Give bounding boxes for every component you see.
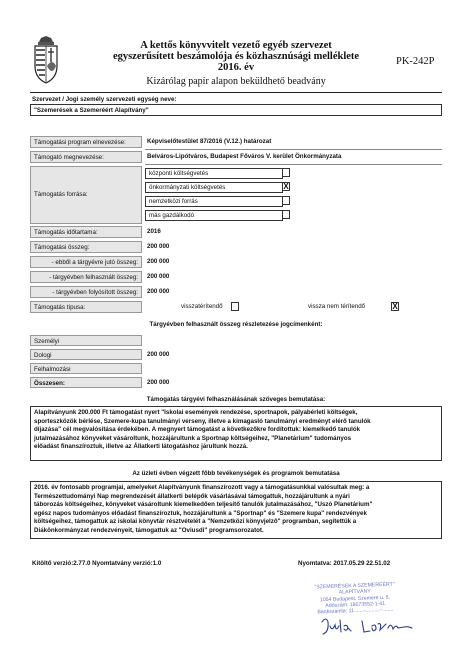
activities-text-line: költségeihez, támogattuk az iskolai könyvtár résztvételét a "Nemzetközi könyvjelző" programban, segítettük a bbox=[34, 518, 357, 525]
form-title-line: A kettős könyvvitelt vezető egyéb szervezet bbox=[140, 40, 332, 51]
usage-text-line: sporteszközök bérlése, Szemere-kupa tanulmányi verseny, illetve a kimagasló tanulmányi eredményt elérő tanulók bbox=[34, 417, 371, 425]
amount-row-value: 200 000 bbox=[147, 273, 170, 280]
breakdown-label-cell bbox=[30, 363, 142, 374]
type-nonrepayable-label: vissza nem térítendő bbox=[308, 303, 366, 310]
amount-value: 200 000 bbox=[147, 243, 170, 250]
source-option-label: más gazdálkodó bbox=[149, 212, 195, 219]
breakdown-total-value: 200 000 bbox=[147, 379, 170, 386]
provider-underline bbox=[145, 164, 442, 165]
usage-text-box bbox=[30, 406, 442, 461]
version-info: Kitöltő verzió:2.77.0 Nyomtatvány verzió:1.0 bbox=[32, 560, 162, 567]
stamp-line: 1054 Budapest, Szemere u. 5. bbox=[319, 594, 391, 603]
type-label: Támogatás típusa: bbox=[34, 304, 86, 311]
source-checkbox[interactable] bbox=[282, 196, 290, 205]
stamp-line: Bankszámla: 11.......-..........-........ bbox=[317, 606, 394, 616]
amount-label-cell bbox=[30, 241, 142, 253]
breakdown-label-cell bbox=[30, 335, 142, 346]
form-title-line: egyszerűsített beszámolója és közhasznúsági melléklete bbox=[112, 51, 360, 62]
print-timestamp: Nyomtatva: 2017.05.29 22.51.02 bbox=[298, 560, 391, 567]
amount-label: Támogatási összeg: bbox=[34, 244, 90, 251]
source-option[interactable] bbox=[145, 182, 283, 193]
breakdown-total-label: Összesen: bbox=[34, 380, 65, 387]
org-label: Szervezet / Jogi személy szervezeti egység neve: bbox=[32, 96, 177, 103]
form-code: PK-242P bbox=[396, 56, 435, 67]
activities-title: Az üzleti évben végzett főbb tevékenységek és programok bemutatása bbox=[132, 470, 340, 477]
amount-row-label-cell bbox=[30, 286, 142, 298]
period-value: 2016 bbox=[147, 228, 161, 235]
provider-label: Támogató megnevezése: bbox=[34, 154, 104, 161]
provider-label-cell bbox=[30, 151, 142, 163]
usage-title: Támogatás tárgyévi felhasználásának szöveges bemutatása: bbox=[146, 396, 326, 403]
program-label: Támogatási program elnevezése: bbox=[34, 139, 126, 146]
breakdown-value: 200 000 bbox=[147, 351, 170, 358]
program-underline bbox=[145, 149, 442, 150]
source-option[interactable] bbox=[145, 210, 283, 221]
type-nonrepayable-checkbox[interactable]: X bbox=[392, 302, 398, 311]
type-repayable-checkbox[interactable] bbox=[231, 302, 239, 311]
usage-text-line: jutalmazásához könyveket vásároltunk, hozzájárultunk a Sportnap költségeihez, "Planetárium" tudományos bbox=[34, 434, 352, 442]
usage-text-line: Alapítványunk 200.000 Ft támogatást nyert "Iskolai események rendezése, sportnapok, pályabérleti költségek, bbox=[34, 409, 358, 416]
source-option[interactable] bbox=[145, 196, 283, 207]
period-label: Támogatás időtartama: bbox=[34, 229, 98, 236]
breakdown-total-label-cell bbox=[30, 377, 142, 388]
type-label-cell bbox=[30, 301, 142, 313]
amount-row-label: - tárgyévben felhasznált összeg: bbox=[49, 274, 138, 281]
amount-row-label-cell bbox=[30, 271, 142, 283]
activities-text-box bbox=[30, 481, 442, 539]
breakdown-label: Személyi bbox=[34, 338, 60, 345]
stamp-line: Adószám: 18073552-1-41 bbox=[325, 600, 386, 609]
org-name: "Szemerések a Szemeréért Alapítvány" bbox=[34, 107, 149, 114]
breakdown-label-cell bbox=[30, 349, 142, 360]
amount-row-value: 200 000 bbox=[147, 258, 170, 265]
usage-text-line: előadást finanszíroztuk, illetve az Állatkerti látogatáshoz járultunk hozzá. bbox=[34, 443, 248, 450]
breakdown-label: Dologi bbox=[34, 352, 52, 359]
usage-text-line: díjazása" cél megvalósítása érdekében. A megnyert támogatást a következőkre fordítottuk: kiemelkedő tanulók bbox=[34, 426, 361, 433]
org-name-field bbox=[30, 104, 442, 116]
amount-row-value: 200 000 bbox=[147, 288, 170, 295]
program-value: Képviselőtestület 87/2016 (V.12.) határozat bbox=[147, 138, 272, 145]
source-checkbox[interactable] bbox=[282, 168, 290, 177]
form-title bbox=[95, 40, 377, 73]
form-subtitle: Kizárólag papír alapon beküldhető beadvány bbox=[146, 76, 326, 87]
amount-row-label-cell bbox=[30, 256, 142, 268]
activities-text-line: 2016. év fontosabb programjai, amelyeket Alapítványunk finanszírozott vagy a támogatásunkkal valósultak meg: a bbox=[34, 484, 370, 491]
type-repayable-label: visszatérítendő bbox=[181, 303, 223, 310]
form-title-line: 2016. év bbox=[217, 62, 255, 73]
activities-text-line: egész napos tudományos előadást finanszíroztuk, hozzájárultunk a "Sportnap" és "Szemere kupa" rendezvények bbox=[34, 509, 367, 517]
stamp-line: "SZEMERÉSEK A SZEMERÉÉRT" bbox=[314, 581, 395, 591]
activities-text-line: Természettudományi Nap megrendezését állatkerti belépők vásárlásával támogattuk, hozzájárultunk a nyári bbox=[34, 492, 350, 500]
program-label-cell bbox=[30, 136, 142, 148]
stamp-line: ALAPÍTVÁNY bbox=[338, 588, 371, 596]
breakdown-label: Felhalmozási bbox=[34, 366, 71, 373]
header-divider bbox=[30, 92, 442, 93]
source-option-label: nemzetközi forrás bbox=[149, 198, 198, 205]
coat-of-arms-icon bbox=[32, 36, 60, 84]
amount-row-label: - ebből a tárgyévre jutó összeg: bbox=[51, 259, 138, 266]
source-label: Támogatás forrása: bbox=[34, 191, 88, 198]
provider-value: Belváros-Lipótváros, Budapest Főváros V. kerület Önkormányzata bbox=[147, 153, 342, 160]
activities-text-line: táborozás költségeihez, könyveket vásároltunk kiemelkedően teljesítő tanulók jutalmazásához, "Uszó Planetárium" bbox=[34, 501, 373, 508]
source-checkbox[interactable] bbox=[282, 210, 290, 219]
source-option-label: önkormányzati költségvetés bbox=[149, 184, 226, 191]
source-option-label: központi költségvetés bbox=[149, 170, 209, 177]
source-option[interactable] bbox=[145, 168, 283, 179]
activities-text-line: Diákönkormányzat rendezvényeit, támogattuk az "Oviusdi" programsorozatot. bbox=[34, 526, 264, 534]
source-checkbox[interactable]: X bbox=[283, 182, 289, 191]
period-label-cell bbox=[30, 226, 142, 238]
source-label-cell bbox=[30, 166, 142, 224]
amount-row-label: - tárgyévben folyósított összeg: bbox=[52, 289, 138, 296]
handwritten-signature bbox=[318, 612, 416, 640]
breakdown-title: Tárgyévben felhasznált összeg részletezése jogcímenként: bbox=[149, 321, 323, 328]
